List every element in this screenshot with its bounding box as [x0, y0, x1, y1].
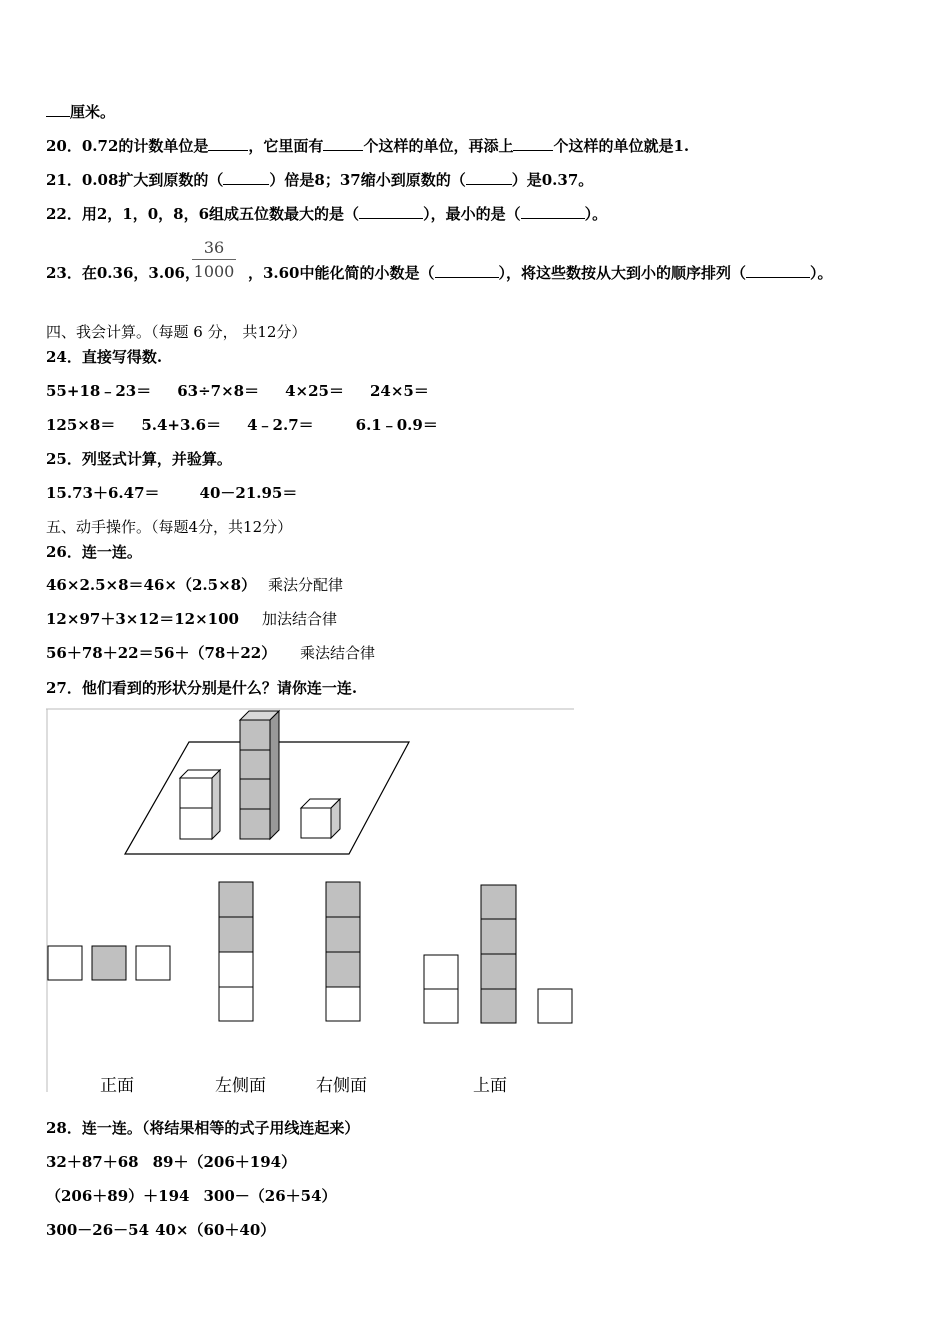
- question-28: 28．连一连。（将结果相等的式子用线连起来）: [46, 1119, 360, 1137]
- question-24: 24．直接写得数.: [46, 348, 163, 366]
- q26-row: [46, 609, 239, 629]
- fraction: [192, 238, 236, 281]
- expression[interactable]: 300－（26＋54）: [203, 1187, 337, 1205]
- law-label[interactable]: 乘法结合律: [300, 644, 376, 662]
- q24-row-2: [46, 415, 438, 435]
- calc-item: 24×5＝: [369, 382, 429, 400]
- cube-figure-svg: [46, 708, 574, 1092]
- question-26: 26．连一连。: [46, 543, 142, 561]
- question-27: 27．他们看到的形状分别是什么？请你连一连.: [46, 679, 358, 697]
- calc-item: 4﹣2.7＝: [247, 416, 314, 434]
- question-21: 21．0.08扩大到原数的（ ）倍是8；37缩小到原数的（ ）是0.37。: [46, 171, 594, 189]
- fraction-numerator: 36: [192, 238, 236, 260]
- calc-item: 15.73＋6.47＝: [46, 484, 160, 502]
- question-22: 22．用2，1，0，8，6组成五位数最大的是（ ），最小的是（ ）。: [46, 205, 608, 223]
- q28-row: [46, 1152, 296, 1172]
- calc-item: 40－21.95＝: [199, 484, 298, 502]
- q26-row: [46, 643, 276, 663]
- answer-blank[interactable]: [223, 170, 269, 185]
- calc-item: 6.1﹣0.9＝: [355, 416, 438, 434]
- calc-item: 5.4+3.6＝: [141, 416, 222, 434]
- section-4-heading: 四、我会计算。（每题 6 分， 共12分）: [46, 323, 307, 341]
- label-right-side[interactable]: 右侧面: [316, 1076, 367, 1096]
- calc-item: 4×25＝: [285, 382, 344, 400]
- answer-blank[interactable]: [466, 170, 512, 185]
- expression[interactable]: 46×2.5×8＝46×（2.5×8）: [46, 576, 257, 594]
- calc-item: 55+18﹣23＝: [46, 382, 152, 400]
- view-option-3[interactable]: [326, 882, 360, 1021]
- q28-row: [46, 1186, 337, 1206]
- view-option-2[interactable]: [219, 882, 253, 1021]
- cube-views-figure: [46, 708, 574, 1096]
- answer-blank[interactable]: [359, 204, 423, 219]
- expression[interactable]: 56＋78＋22＝56＋（78＋22）: [46, 644, 277, 662]
- expression[interactable]: （206＋89）＋194: [46, 1187, 190, 1205]
- expression[interactable]: 12×97＋3×12＝12×100: [46, 610, 239, 628]
- q25-row: [46, 483, 297, 503]
- label-left-side[interactable]: 左侧面: [215, 1076, 266, 1096]
- cube-stack-left: [180, 770, 220, 839]
- answer-blank[interactable]: [513, 136, 553, 151]
- answer-blank[interactable]: [323, 136, 363, 151]
- cube-stack-middle: [240, 711, 279, 839]
- expression[interactable]: 89＋（206＋194）: [152, 1153, 297, 1171]
- question-20: 20．0.72的计数单位是 ，它里面有 个这样的单位，再添上 个这样的单位就是1.: [46, 137, 690, 155]
- view-option-1[interactable]: [48, 946, 170, 980]
- expression[interactable]: 300－26－54: [46, 1221, 150, 1239]
- label-front[interactable]: 正面: [100, 1076, 134, 1096]
- answer-blank[interactable]: [208, 136, 248, 151]
- law-label[interactable]: 乘法分配律: [268, 576, 344, 594]
- answer-blank[interactable]: [46, 102, 70, 117]
- q26-row: [46, 575, 256, 595]
- view-option-4[interactable]: [424, 885, 572, 1023]
- label-top[interactable]: 上面: [473, 1076, 507, 1096]
- question-25: 25．列竖式计算，并验算。: [46, 450, 232, 468]
- expression[interactable]: 32＋87＋68: [46, 1153, 139, 1171]
- fraction-denominator: 1000: [193, 262, 235, 281]
- calc-item: 63÷7×8＝: [177, 382, 260, 400]
- answer-blank[interactable]: [746, 263, 810, 278]
- answer-blank[interactable]: [521, 204, 585, 219]
- question-23: 23．在0.36，3.06， ，3.60中能化简的小数是（ ），将这些数按从大到小的顺序排列（ ）。: [46, 264, 833, 282]
- q24-row-1: [46, 381, 429, 401]
- law-label[interactable]: 加法结合律: [262, 610, 338, 628]
- cube-single-right: [301, 799, 340, 838]
- section-5-heading: 五、动手操作。（每题4分，共12分）: [46, 518, 293, 536]
- calc-item: 125×8＝: [46, 416, 116, 434]
- expression[interactable]: 40×（60＋40）: [155, 1221, 276, 1239]
- q28-row: [46, 1220, 275, 1240]
- q19-tail: 厘米。: [46, 102, 115, 122]
- answer-blank[interactable]: [435, 263, 499, 278]
